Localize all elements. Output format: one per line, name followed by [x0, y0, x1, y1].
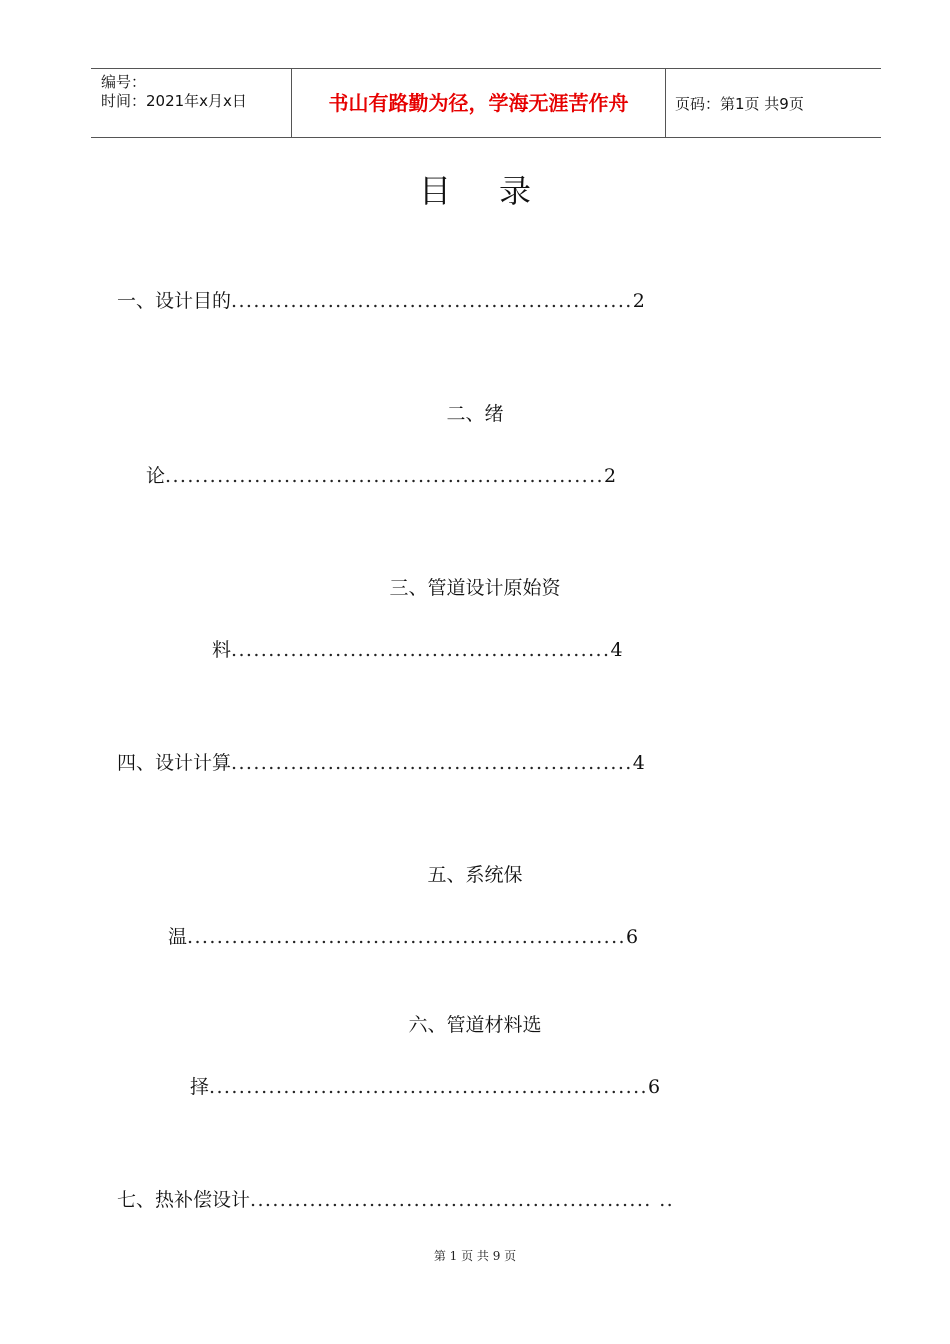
toc-label: 四、设计计算: [117, 752, 232, 774]
page-title: 目录: [418, 172, 579, 210]
toc-item-7[interactable]: [117, 1188, 674, 1212]
toc-leader: ...........................................................: [209, 1076, 648, 1098]
toc-item-2-head[interactable]: [0, 402, 950, 426]
toc-item-5-head[interactable]: [0, 863, 950, 887]
toc-leader: ...................................................... ..: [250, 1189, 675, 1211]
toc-label: 择: [190, 1076, 210, 1098]
time-label: 时间：2021年x月x日: [101, 92, 247, 110]
toc-page: 4: [610, 639, 623, 661]
toc-item-1[interactable]: [117, 289, 645, 313]
toc-label: 五、系统保: [427, 864, 523, 886]
toc-item-6[interactable]: [190, 1075, 660, 1099]
header-left-cell: [91, 69, 291, 137]
toc-label: 七、热补偿设计: [117, 1189, 251, 1211]
toc-item-6-head[interactable]: [0, 1013, 950, 1037]
toc-item-5[interactable]: [168, 925, 638, 949]
toc-item-3[interactable]: [212, 638, 623, 662]
page-footer: 第 1 页 共 9 页: [433, 1249, 517, 1263]
toc-leader: ...................................................: [231, 639, 611, 661]
toc-leader: ......................................................: [231, 290, 633, 312]
toc-page: 2: [632, 290, 645, 312]
page-info: 页码：第1页 共9页: [675, 95, 804, 113]
toc-label: 一、设计目的: [117, 290, 232, 312]
toc-item-3-head[interactable]: [0, 576, 950, 600]
toc-page: 2: [603, 465, 617, 487]
toc-label: 三、管道设计原始资: [389, 577, 561, 599]
header-table: [91, 68, 881, 138]
number-label: 编号：: [101, 73, 147, 91]
toc-leader: ......................................................: [231, 752, 633, 774]
toc-leader: ...........................................................: [165, 465, 604, 487]
toc-item-4[interactable]: [117, 751, 645, 775]
toc-page: 6: [647, 1076, 661, 1098]
motto-text: 书山有路勤为径，学海无涯苦作舟: [328, 91, 629, 115]
header-page-cell: [665, 69, 881, 137]
toc-item-2[interactable]: [146, 464, 616, 488]
toc-page: 4: [632, 752, 645, 774]
toc-leader: ...........................................................: [187, 926, 626, 948]
header-motto-cell: [291, 69, 666, 137]
toc-page: 6: [625, 926, 639, 948]
toc-label: 论: [146, 465, 166, 487]
toc-label: 温: [168, 926, 188, 948]
toc-label: 六、管道材料选: [408, 1014, 542, 1036]
toc-label: 二、绪: [446, 403, 504, 425]
toc-label: 料: [212, 639, 232, 661]
